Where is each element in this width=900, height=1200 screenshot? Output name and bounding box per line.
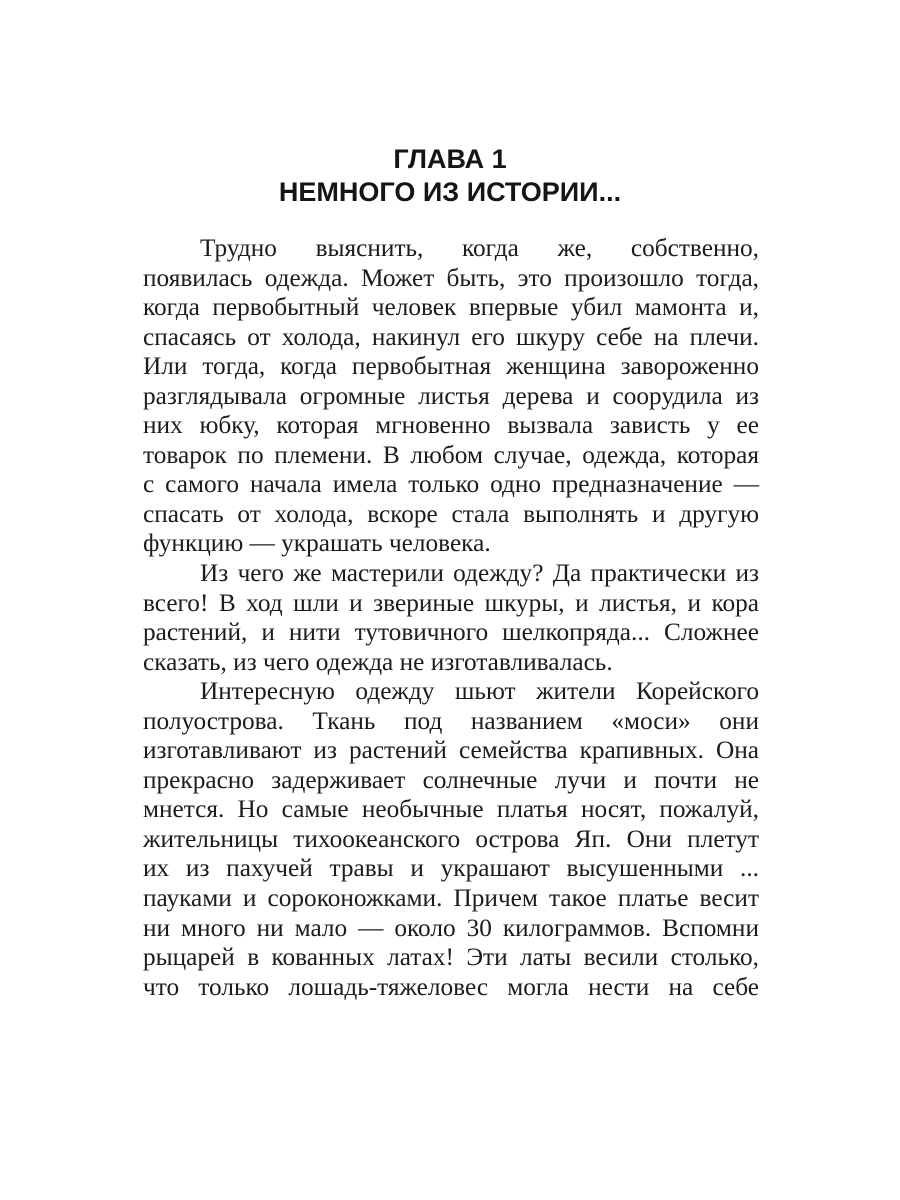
text-line: изготавливают из растений семейства крапивных. Она — [143, 736, 759, 765]
text-line: их из пахучей травы и украшают высушенными ... — [143, 854, 759, 883]
text-line: Трудно выяснить, когда же, собственно, — [200, 234, 759, 262]
text-line: жительницы тихоокеанского острова Яп. Они плетут — [143, 824, 759, 853]
text-line: с самого начала имела только одно предназначение — — [143, 470, 759, 499]
text-line: пауками и сороконожками. Причем такое платье весит — [143, 884, 759, 913]
text-line: растений, и нити тутовичного шелкопряда... Сложнее — [143, 618, 759, 647]
text-line: сказать, из чего одежда не изготавливалась. — [143, 647, 613, 676]
paragraph-1 — [143, 234, 759, 559]
paragraph-2 — [143, 559, 759, 677]
text-line: разглядывала огромные листья дерева и соорудила из — [143, 381, 759, 410]
text-line: спасать от холода, вскоре стала выполнять и другую — [143, 499, 759, 528]
chapter-number: ГЛАВА 1 — [393, 144, 507, 174]
text-line: полуострова. Ткань под названием «моси» они — [143, 706, 759, 735]
text-line: всего! В ход шли и звериные шкуры, и листья, и кора — [143, 588, 759, 617]
text-line: рыцарей в кованных латах! Эти латы весили столько, — [143, 943, 759, 972]
chapter-title: НЕМНОГО ИЗ ИСТОРИИ... — [278, 177, 622, 207]
text-line: спасаясь от холода, накинул его шкуру себе на плечи. — [143, 322, 759, 351]
text-line: Интересную одежду шьют жители Корейского — [200, 677, 759, 706]
text-line: когда первобытный человек впервые убил мамонта и, — [143, 293, 759, 322]
text-line: ни много ни мало — около 30 килограммов. Вспомни — [143, 913, 759, 942]
text-line: Или тогда, когда первобытная женщина завороженно — [143, 352, 759, 381]
text-line: что только лошадь-тяжеловес могла нести на себе — [143, 972, 759, 1001]
text-line: них юбку, которая мгновенно вызвала зависть у ее — [143, 411, 759, 440]
body-text — [143, 234, 759, 1002]
text-line: функцию — украшать человека. — [143, 529, 491, 558]
text-line: Из чего же мастерили одежду? Да практически из — [200, 559, 759, 588]
chapter-heading — [140, 143, 760, 209]
text-line: прекрасно задерживает солнечные лучи и почти не — [143, 765, 759, 794]
paragraph-3 — [143, 677, 759, 1002]
text-line: появилась одежда. Может быть, это произошло тогда, — [143, 263, 759, 292]
text-line: товарок по племени. В любом случае, одежда, которая — [143, 440, 759, 469]
text-line: мнется. Но самые необычные платья носят, пожалуй, — [143, 795, 759, 824]
